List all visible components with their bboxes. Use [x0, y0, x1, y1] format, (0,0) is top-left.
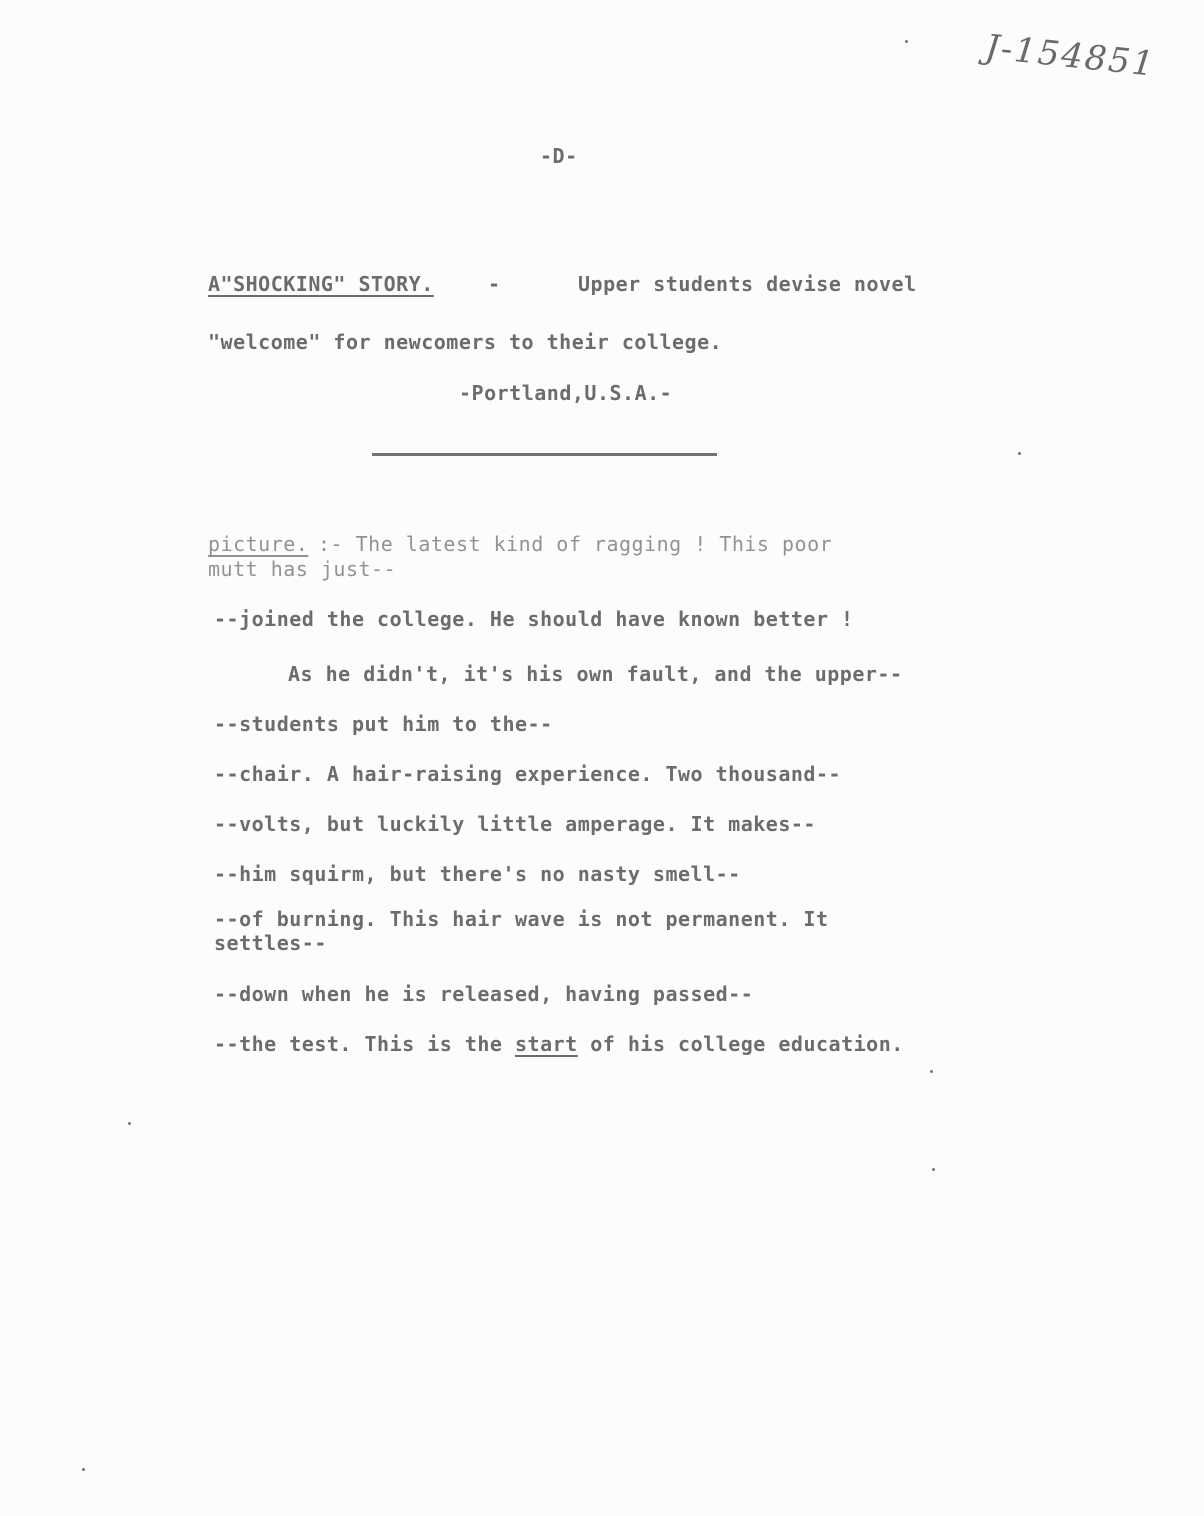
body-line-1b: mutt has just-- [208, 557, 397, 581]
body-line-7: --him squirm, but there's no nasty smell-- [214, 862, 741, 886]
headline-line-1: Upper students devise novel [578, 272, 917, 296]
page-marker: -D- [540, 144, 578, 168]
dateline: -Portland,U.S.A.- [459, 381, 673, 405]
scan-speck [1018, 452, 1021, 455]
scan-speck [932, 1168, 935, 1171]
handwritten-catalog-number: J-154851 [983, 27, 1158, 85]
body-line-3: As he didn't, it's his own fault, and the upper-- [288, 662, 903, 686]
scan-speck [128, 1122, 131, 1125]
body-line-6: --volts, but luckily little amperage. It makes-- [214, 812, 816, 836]
underlined-word-start: start [515, 1032, 578, 1056]
scan-speck [905, 40, 908, 43]
scan-speck [82, 1468, 85, 1471]
body-line-2: --joined the college. He should have known better ! [214, 607, 854, 631]
body-line-5: --chair. A hair-raising experience. Two thousand-- [214, 762, 842, 786]
body-line-9: --down when he is released, having passed-- [214, 982, 754, 1006]
body-line-4: --students put him to the-- [214, 712, 553, 736]
story-slug: A"SHOCKING" STORY. [208, 272, 434, 296]
title-divider [372, 453, 717, 456]
story-dash: - [488, 272, 501, 296]
scan-speck [930, 1070, 933, 1073]
body-line-10-part-2: of his college education. [590, 1032, 904, 1056]
body-line-8: --of burning. This hair wave is not permanent. It [214, 907, 829, 931]
body-line-10 [214, 1032, 904, 1056]
body-line-10-part-1: --the test. This is the [214, 1032, 503, 1056]
headline-line-2: "welcome" for newcomers to their college. [208, 330, 723, 354]
body-line-1: :- The latest kind of ragging ! This poor [318, 532, 833, 556]
body-line-8b: settles-- [214, 931, 327, 955]
picture-label: picture. [208, 532, 309, 556]
